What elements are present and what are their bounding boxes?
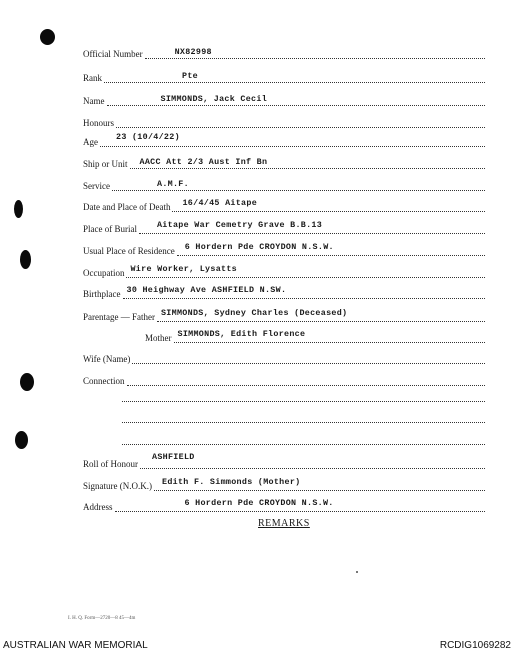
residence-row [83, 242, 485, 256]
residence-line [177, 241, 485, 256]
remarks-heading: REMARKS [258, 518, 310, 529]
birthplace-line [123, 284, 486, 299]
honours-label: Honours [83, 118, 114, 128]
parentage-father-row [83, 308, 485, 322]
ship-or-unit-value: AACC Att 2/3 Aust Inf Bn [139, 157, 268, 167]
parentage-father-value: SIMMONDS, Sydney Charles (Deceased) [160, 308, 348, 318]
birthplace-row [83, 285, 485, 299]
date-place-death-value: 16/4/45 Aitape [182, 198, 258, 208]
punch-hole [20, 250, 31, 269]
age-row [83, 133, 485, 147]
honours-row [83, 114, 485, 128]
address-label: Address [83, 502, 113, 512]
connection-label: Connection [83, 376, 125, 386]
mother-value: SIMMONDS, Edith Florence [177, 329, 306, 339]
occupation-line [126, 263, 485, 278]
roll-of-honour-label: Roll of Honour [83, 459, 138, 469]
service-row [83, 177, 485, 191]
honours-line [116, 113, 485, 128]
rank-value: Pte [182, 71, 198, 81]
signature-nok-line [154, 476, 485, 491]
official-number-label: Official Number [83, 49, 143, 59]
name-row [83, 92, 485, 106]
rank-row [83, 69, 485, 83]
connection-line [127, 371, 486, 386]
place-of-burial-label: Place of Burial [83, 224, 137, 234]
residence-value: 6 Hordern Pde CROYDON N.S.W. [184, 242, 334, 252]
rank-label: Rank [83, 73, 102, 83]
ship-or-unit-line [130, 154, 485, 169]
name-line [107, 91, 486, 106]
official-number-row [83, 45, 485, 59]
occupation-value: Wire Worker, Lysatts [130, 264, 238, 274]
mother-row [145, 329, 485, 343]
address-value: 6 Hordern Pde CROYDON N.S.W. [184, 498, 334, 508]
parentage-father-label: Parentage — Father [83, 312, 155, 322]
age-line [100, 132, 485, 147]
age-value: 23 (10/4/22) [116, 132, 180, 142]
occupation-row [83, 264, 485, 278]
service-line [112, 176, 485, 191]
connection-extra-line [122, 421, 485, 423]
official-number-line [145, 44, 485, 59]
connection-extra-line [122, 400, 485, 402]
parentage-father-line [157, 307, 485, 322]
age-label: Age [83, 137, 98, 147]
wife-label: Wife (Name) [83, 354, 131, 364]
roll-of-honour-value: ASHFIELD [152, 452, 195, 462]
punch-hole [20, 373, 34, 391]
signature-nok-label: Signature (N.O.K.) [83, 481, 152, 491]
roll-of-honour-line [140, 454, 485, 469]
signature-nok-row [83, 477, 485, 491]
mother-line [174, 328, 486, 343]
wife-row [83, 350, 485, 364]
ship-or-unit-label: Ship or Unit [83, 159, 128, 169]
rank-line [104, 68, 485, 83]
footer-right: RCDIG1069282 [439, 640, 511, 651]
occupation-label: Occupation [83, 268, 125, 278]
name-value: SIMMONDS, Jack Cecil [160, 94, 268, 104]
signature-nok-value: Edith F. Simmonds (Mother) [162, 477, 301, 487]
date-place-death-line [172, 197, 485, 212]
date-place-death-row [83, 198, 485, 212]
address-line [115, 497, 486, 512]
place-of-burial-value: Aitape War Cemetry Grave B.B.13 [156, 220, 323, 230]
connection-row [83, 372, 485, 386]
ship-or-unit-row [83, 155, 485, 169]
address-row [83, 498, 485, 512]
roll-of-honour-row [83, 452, 485, 469]
name-label: Name [83, 96, 105, 106]
place-of-burial-line [139, 219, 485, 234]
date-place-death-label: Date and Place of Death [83, 202, 171, 212]
birthplace-label: Birthplace [83, 289, 121, 299]
connection-extra-line [122, 443, 485, 445]
birthplace-value: 30 Heighway Ave ASHFIELD N.SW. [126, 285, 287, 295]
mother-label: Mother [145, 333, 172, 343]
wife-line [132, 349, 485, 364]
place-of-burial-row [83, 220, 485, 234]
service-label: Service [83, 181, 110, 191]
print-code: I. H. Q. Form—2720—8 45—4m [68, 616, 136, 621]
stray-mark [356, 571, 358, 573]
service-value: A.M.F. [157, 179, 189, 189]
official-number-value: NX82998 [174, 47, 212, 57]
residence-label: Usual Place of Residence [83, 246, 175, 256]
punch-hole [40, 29, 55, 45]
punch-hole [14, 200, 23, 218]
punch-hole [15, 431, 28, 449]
footer-left: AUSTRALIAN WAR MEMORIAL [3, 640, 148, 651]
